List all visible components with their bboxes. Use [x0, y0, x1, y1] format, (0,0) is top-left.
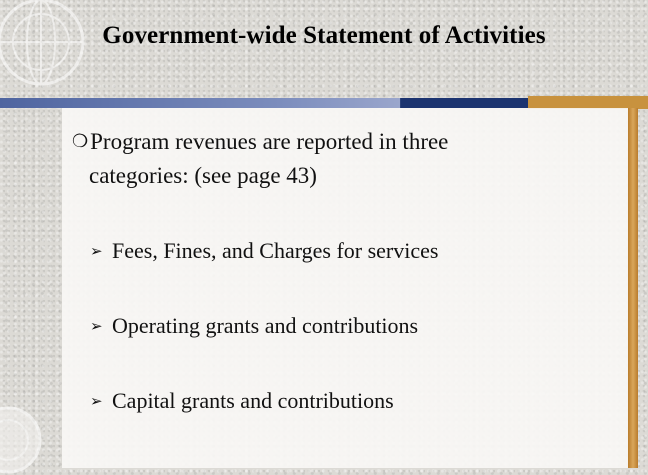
sub-bullet-text: Capital grants and contributions	[112, 388, 394, 413]
main-bullet-line-2: categories: (see page 43)	[89, 163, 317, 188]
ring-bullet-icon: ❍	[72, 131, 89, 151]
title-divider-blue	[0, 98, 528, 108]
globe-watermark-bottom-icon	[0, 395, 48, 475]
sub-bullet-text: Operating grants and contributions	[112, 313, 419, 338]
arrow-bullet-icon: ➢	[90, 319, 103, 335]
title-divider-blue-light	[0, 98, 400, 108]
sub-bullet-item	[90, 384, 610, 459]
main-bullet	[72, 124, 592, 193]
main-bullet-line-1: Program revenues are reported in three	[90, 129, 449, 154]
gold-side-bar	[628, 108, 638, 468]
slide-title: Government-wide Statement of Activities	[102, 22, 546, 49]
arrow-bullet-icon: ➢	[90, 394, 103, 410]
sub-bullet-item	[90, 234, 610, 309]
sub-bullet-text: Fees, Fines, and Charges for services	[112, 238, 439, 263]
sub-bullet-item	[90, 309, 610, 384]
sub-bullet-list	[90, 234, 610, 459]
arrow-bullet-icon: ➢	[90, 244, 103, 260]
